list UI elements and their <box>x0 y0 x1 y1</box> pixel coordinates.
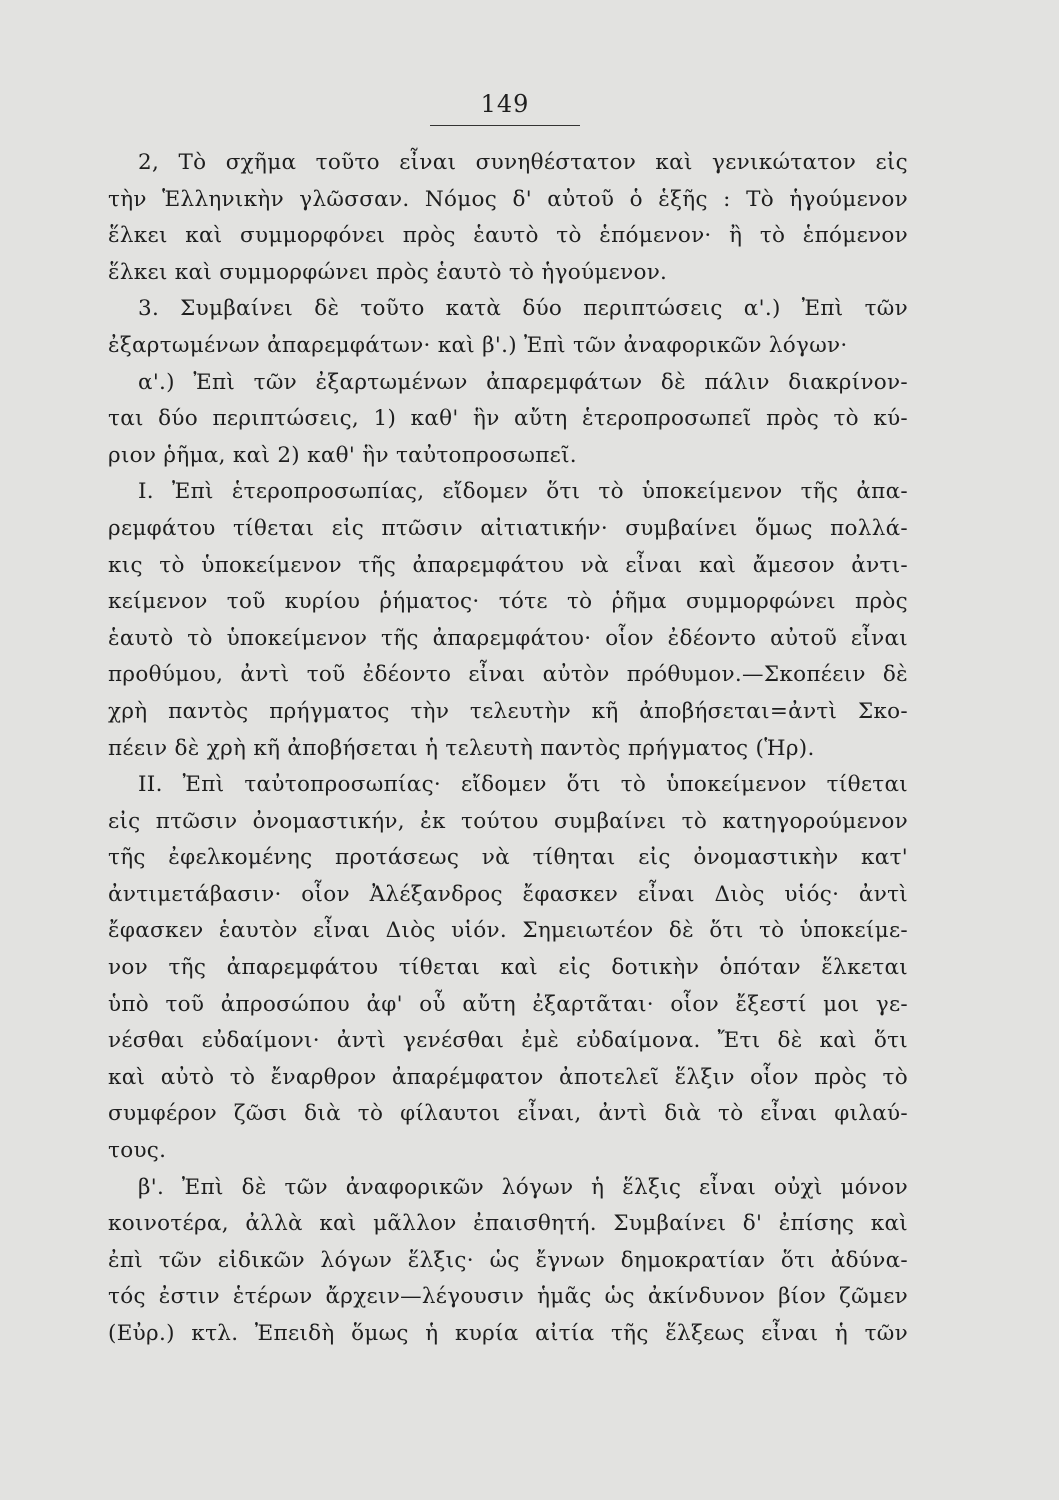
text-line: ἀντιμετάβασιν· οἷον Ἀλέξανδρος ἔφασκεν εἶναι Διὸς υἱός· ἀντὶ <box>108 881 908 907</box>
text-line: 3. Συμβαίνει δὲ τοῦτο κατὰ δύο περιπτώσεις α'.) Ἐπὶ τῶν <box>138 296 908 322</box>
text-line: ριον ῥῆμα, καὶ 2) καθ' ἣν ταὐτοπροσωπεῖ. <box>108 442 577 468</box>
text-line: συμφέρον ζῶσι διὰ τὸ φίλαυτοι εἶναι, ἀντὶ διὰ τὸ εἶναι φιλαύ- <box>108 1101 908 1127</box>
text-line: τῆς ἐφελκομένης προτάσεως νὰ τίθηται εἰς ὀνομαστικὴν κατ' <box>108 845 908 871</box>
text-line: κείμενον τοῦ κυρίου ῥήματος· τότε τὸ ῥῆμα συμμορφώνει πρὸς <box>108 589 908 615</box>
body-text <box>108 145 908 1353</box>
text-line: ἔφασκεν ἑαυτὸν εἶναι Διὸς υἱόν. Σημειωτέον δὲ ὅτι τὸ ὑποκείμε- <box>108 918 908 944</box>
text-line: ἑαυτὸ τὸ ὑποκείμενον τῆς ἀπαρεμφάτου· οἷον ἐδέοντο αὐτοῦ εἶναι <box>108 625 908 651</box>
text-line: ἐξαρτωμένων ἀπαρεμφάτων· καὶ β'.) Ἐπὶ τῶν ἀναφορικῶν λόγων· <box>108 332 848 358</box>
text-line: α'.) Ἐπὶ τῶν ἐξαρτωμένων ἀπαρεμφάτων δὲ πάλιν διακρίνον- <box>138 369 908 395</box>
text-line: τους. <box>108 1138 167 1164</box>
text-line: ται δύο περιπτώσεις, 1) καθ' ἣν αὔτη ἑτεροπροσωπεῖ πρὸς τὸ κύ- <box>108 406 908 432</box>
text-line: 2, Τὸ σχῆμα τοῦτο εἶναι συνηθέστατον καὶ γενικώτατον εἰς <box>138 150 908 175</box>
text-line: (Εὐρ.) κτλ. Ἐπειδὴ ὅμως ἡ κυρία αἰτία τῆς ἕλξεως εἶναι ἡ τῶν <box>108 1321 908 1346</box>
text-line: κοινοτέρα, ἀλλὰ καὶ μᾶλλον ἐπαισθητή. Συμβαίνει δ' ἐπίσης καὶ <box>108 1211 908 1237</box>
text-line: κις τὸ ὑποκείμενον τῆς ἀπαρεμφάτου νὰ εἶναι καὶ ἄμεσον ἀντι- <box>108 552 908 578</box>
text-line: καὶ αὐτὸ τὸ ἔναρθρον ἀπαρέμφατον ἀποτελεῖ ἕλξιν οἷον πρὸς τὸ <box>108 1064 908 1090</box>
text-line: εἰς πτῶσιν ὀνομαστικήν, ἐκ τούτου συμβαίνει τὸ κατηγορούμενον <box>108 808 908 834</box>
text-line: τός ἐστιν ἑτέρων ἄρχειν—λέγουσιν ἡμᾶς ὡς ἀκίνδυνον βίον ζῶμεν <box>108 1284 908 1310</box>
text-line: πέειν δὲ χρὴ κῆ ἀποβήσεται ἡ τελευτὴ παντὸς πρήγματος (Ἡρ). <box>108 735 815 761</box>
text-line: ἕλκει καὶ συμμορφόνει πρὸς ἑαυτὸ τὸ ἑπόμενον· ἢ τὸ ἑπόμενον <box>108 223 908 249</box>
header-rule <box>430 125 580 126</box>
text-line: χρὴ παντὸς πρήγματος τὴν τελευτὴν κῆ ἀποβήσεται=ἀντὶ Σκο- <box>108 698 908 724</box>
text-line: ἕλκει καὶ συμμορφώνει πρὸς ἑαυτὸ τὸ ἡγούμενον. <box>108 259 668 285</box>
text-line: II. Ἐπὶ ταὐτοπροσωπίας· εἴδομεν ὅτι τὸ ὑποκείμενον τίθεται <box>138 772 908 798</box>
text-line: νέσθαι εὐδαίμονι· ἀντὶ γενέσθαι ἐμὲ εὐδαίμονα. Ἔτι δὲ καὶ ὅτι <box>108 1028 908 1054</box>
text-line: ἐπὶ τῶν εἰδικῶν λόγων ἕλξις· ὡς ἔγνων δημοκρατίαν ὅτι ἀδύνα- <box>108 1247 908 1273</box>
text-line: προθύμου, ἀντὶ τοῦ ἐδέοντο εἶναι αὐτὸν πρόθυμον.—Σκοπέειν δὲ <box>108 662 908 688</box>
text-line: τὴν Ἑλληνικὴν γλῶσσαν. Νόμος δ' αὐτοῦ ὁ ἑξῆς : Τὸ ἡγούμενον <box>108 186 908 212</box>
text-line: β'. Ἐπὶ δὲ τῶν ἀναφορικῶν λόγων ἡ ἕλξις εἶναι οὐχὶ μόνον <box>138 1174 908 1200</box>
page-number: 149 <box>480 90 530 118</box>
text-line: I. Ἐπὶ ἑτεροπροσωπίας, εἴδομεν ὅτι τὸ ὑποκείμενον τῆς ἀπα- <box>138 479 908 505</box>
text-line: νον τῆς ἀπαρεμφάτου τίθεται καὶ εἰς δοτικὴν ὁπόταν ἕλκεται <box>108 955 908 981</box>
text-line: ὑπὸ τοῦ ἀπροσώπου ἀφ' οὗ αὔτη ἐξαρτᾶται· οἷον ἔξεστί μοι γε- <box>108 991 908 1017</box>
text-line: ρεμφάτου τίθεται εἰς πτῶσιν αἰτιατικήν· συμβαίνει ὅμως πολλά- <box>108 515 908 541</box>
